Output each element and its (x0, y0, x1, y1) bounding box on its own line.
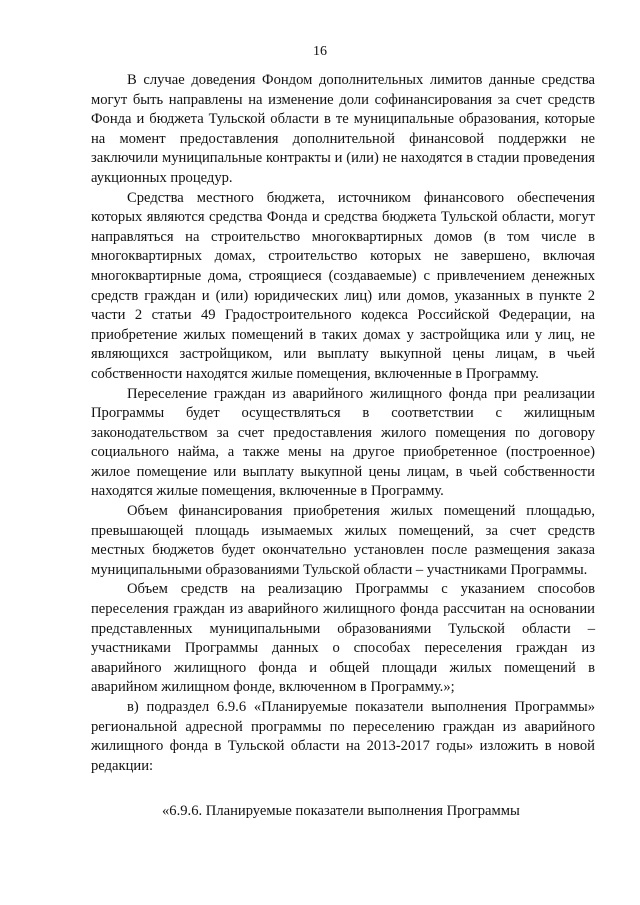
paragraph-financing-volume: Объем финансирования приобретения жилых помещений площадью, превышающей площадь изымаемых жилых помещений, за счет средств местных бюджетов будет окончательно установлен после размещения заказа муниципальными образованиями Тульской области – участниками Программы. (91, 503, 595, 578)
document-body (91, 71, 595, 776)
paragraph-additional-limits: В случае доведения Фондом дополнительных лимитов данные средства могут быть направлены на изменение доли софинансирования за счет средств Фонда и бюджета Тульской области в те муниципальные образования, которые на момент предоставления дополнительной финансовой поддержки не заключили муниципальные контракты и (или) не находятся в стадии проведения аукционных процедур. (91, 72, 595, 186)
paragraph-resettlement: Переселение граждан из аварийного жилищного фонда при реализации Программы будет осуществляться в соответствии с жилищным законодательством за счет предоставления жилого помещения по договору социального найма, а также мены на другое приобретенное (построенное) жилое помещение или выплату выкупной цены лицам, в чьей собственности находятся жилые помещения, включенные в Программу. (91, 385, 595, 500)
paragraph-subsection-amendment: в) подраздел 6.9.6 «Планируемые показатели выполнения Программы» региональной адресной программы по переселению граждан из аварийного жилищного фонда в Тульской области на 2013-2017 годы» изложить в новой редакции: (91, 699, 595, 774)
section-heading: «6.9.6. Планируемые показатели выполнения Программы (162, 803, 520, 819)
paragraph-local-budget-funds: Средства местного бюджета, источником финансового обеспечения которых являются средства Фонда и средства бюджета Тульской области, могут направляться на строительство многоквартирных домов (в том числе в многоквартирных домах, строительство которых не завершено, включая многоквартирные дома, строящиеся (создаваемые) с привлечением денежных средств граждан и (или) юридических лиц) или домов, указанных в пункте 2 части 2 статьи 49 Градостроительного кодекса Российской Федерации, на приобретение жилых помещений в таких домах у застройщика или у лиц, не являющихся застройщиком, или выплату выкупной цены лицам, в чьей собственности находятся жилые помещения, включенные в Программу. (91, 189, 595, 382)
page-number: 16 (313, 44, 327, 59)
paragraph-program-funds-volume: Объем средств на реализацию Программы с указанием способов переселения граждан из аварийного жилищного фонда рассчитан на основании представленных муниципальными образованиями Тульской области – участниками Программы данных о способах переселения граждан из аварийного жилищного фонда и общей площади жилых помещений в аварийном жилищном фонде, включенном в Программу.»; (91, 581, 595, 696)
